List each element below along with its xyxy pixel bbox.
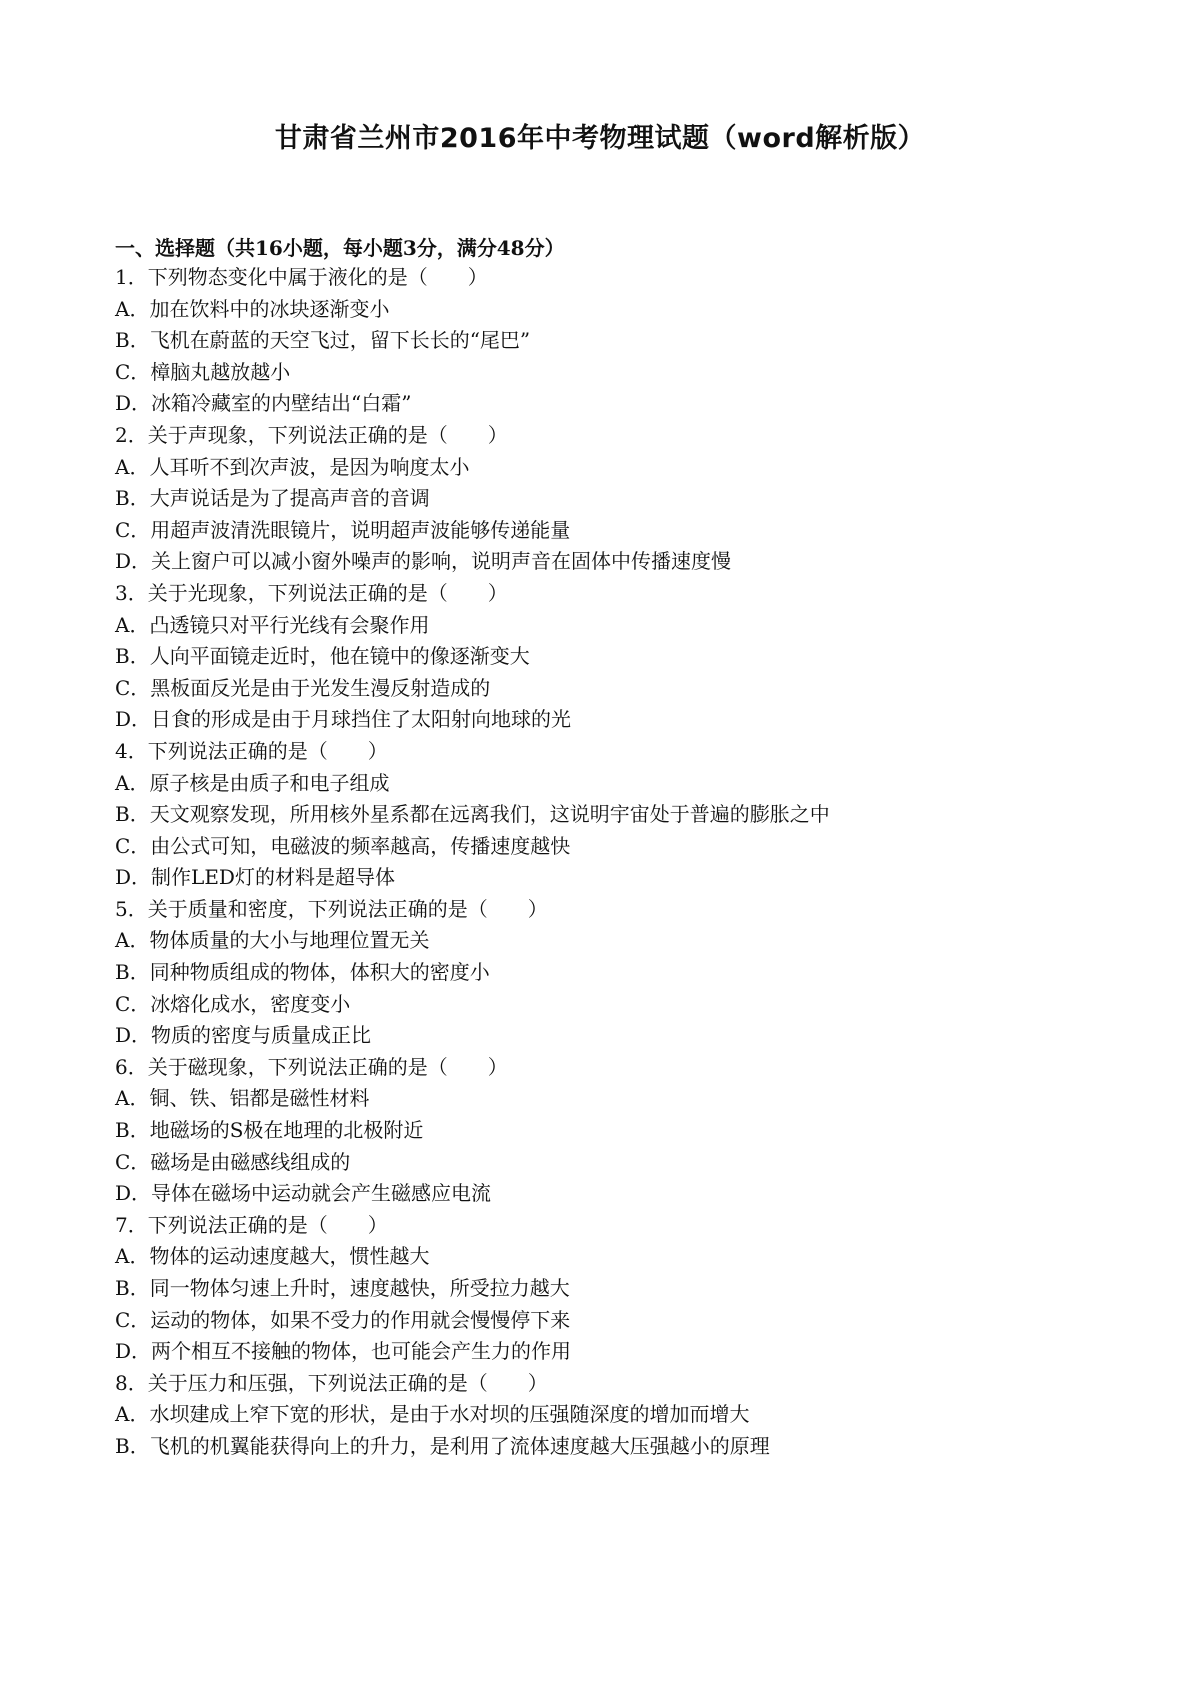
option-a: A．物体质量的大小与地理位置无关 <box>115 928 430 953</box>
option-a: A．物体的运动速度越大，惯性越大 <box>115 1244 430 1269</box>
question-stem: 3．关于光现象，下列说法正确的是（ ） <box>115 580 508 605</box>
option-c: C．樟脑丸越放越小 <box>115 359 291 384</box>
option-b: B．大声说话是为了提高声音的音调 <box>115 486 430 511</box>
option-a: A．水坝建成上窄下宽的形状，是由于水对坝的压强随深度的增加而增大 <box>115 1402 750 1427</box>
option-d: D．物质的密度与质量成正比 <box>115 1023 372 1048</box>
question-stem: 1．下列物态变化中属于液化的是（ ） <box>115 265 488 289</box>
question-6 <box>115 1052 1115 1210</box>
option-c: C．黑板面反光是由于光发生漫反射造成的 <box>115 675 491 700</box>
option-a: A．加在饮料中的冰块逐渐变小 <box>115 296 390 321</box>
option-a: A．铜、铁、铝都是磁性材料 <box>115 1086 370 1111</box>
option-c: C．运动的物体，如果不受力的作用就会慢慢停下来 <box>115 1307 571 1332</box>
question-stem: 5．关于质量和密度，下列说法正确的是（ ） <box>115 896 548 921</box>
question-stem: 6．关于磁现象，下列说法正确的是（ ） <box>115 1054 508 1079</box>
question-stem: 2．关于声现象，下列说法正确的是（ ） <box>115 422 508 447</box>
document-title: 甘肃省兰州市2016年中考物理试题（word解析版） <box>274 123 926 154</box>
option-d: D．关上窗户可以减小窗外噪声的影响，说明声音在固体中传播速度慢 <box>115 549 732 574</box>
question-list <box>115 262 1115 1463</box>
option-c: C．用超声波清洗眼镜片，说明超声波能够传递能量 <box>115 517 571 542</box>
question-7 <box>115 1210 1115 1368</box>
question-3 <box>115 578 1115 736</box>
option-a: A．原子核是由质子和电子组成 <box>115 770 390 795</box>
section-heading: 一、选择题（共16小题，每小题3分，满分48分） <box>115 236 565 260</box>
option-d: D．日食的形成是由于月球挡住了太阳射向地球的光 <box>115 707 572 732</box>
option-d: D．制作LED灯的材料是超导体 <box>115 865 395 890</box>
option-c: C．冰熔化成水，密度变小 <box>115 991 351 1016</box>
option-b: B．飞机在蔚蓝的天空飞过，留下长长的“尾巴” <box>115 328 531 353</box>
question-stem: 4．下列说法正确的是（ ） <box>115 738 388 763</box>
question-4 <box>115 736 1115 894</box>
option-c: C．由公式可知，电磁波的频率越高，传播速度越快 <box>115 833 571 858</box>
option-b: B．人向平面镜走近时，他在镜中的像逐渐变大 <box>115 644 530 669</box>
option-b: B．天文观察发现，所用核外星系都在远离我们，这说明宇宙处于普遍的膨胀之中 <box>115 802 830 827</box>
option-d: D．冰箱冷藏室的内壁结出“白霜” <box>115 391 412 416</box>
option-b: B．同种物质组成的物体，体积大的密度小 <box>115 960 490 985</box>
option-d: D．两个相互不接触的物体，也可能会产生力的作用 <box>115 1339 572 1364</box>
question-5 <box>115 894 1115 1052</box>
question-1 <box>115 262 1115 420</box>
question-2 <box>115 420 1115 578</box>
option-a: A．凸透镜只对平行光线有会聚作用 <box>115 612 430 637</box>
question-8 <box>115 1368 1115 1463</box>
question-stem: 8．关于压力和压强，下列说法正确的是（ ） <box>115 1370 548 1395</box>
option-d: D．导体在磁场中运动就会产生磁感应电流 <box>115 1181 492 1206</box>
option-b: B．同一物体匀速上升时，速度越快，所受拉力越大 <box>115 1276 570 1300</box>
option-a: A．人耳听不到次声波，是因为响度太小 <box>115 454 470 479</box>
option-c: C．磁场是由磁感线组成的 <box>115 1149 351 1174</box>
question-stem: 7．下列说法正确的是（ ） <box>115 1212 388 1237</box>
option-b: B．地磁场的S极在地理的北极附近 <box>115 1118 424 1143</box>
option-b: B．飞机的机翼能获得向上的升力，是利用了流体速度越大压强越小的原理 <box>115 1433 770 1458</box>
